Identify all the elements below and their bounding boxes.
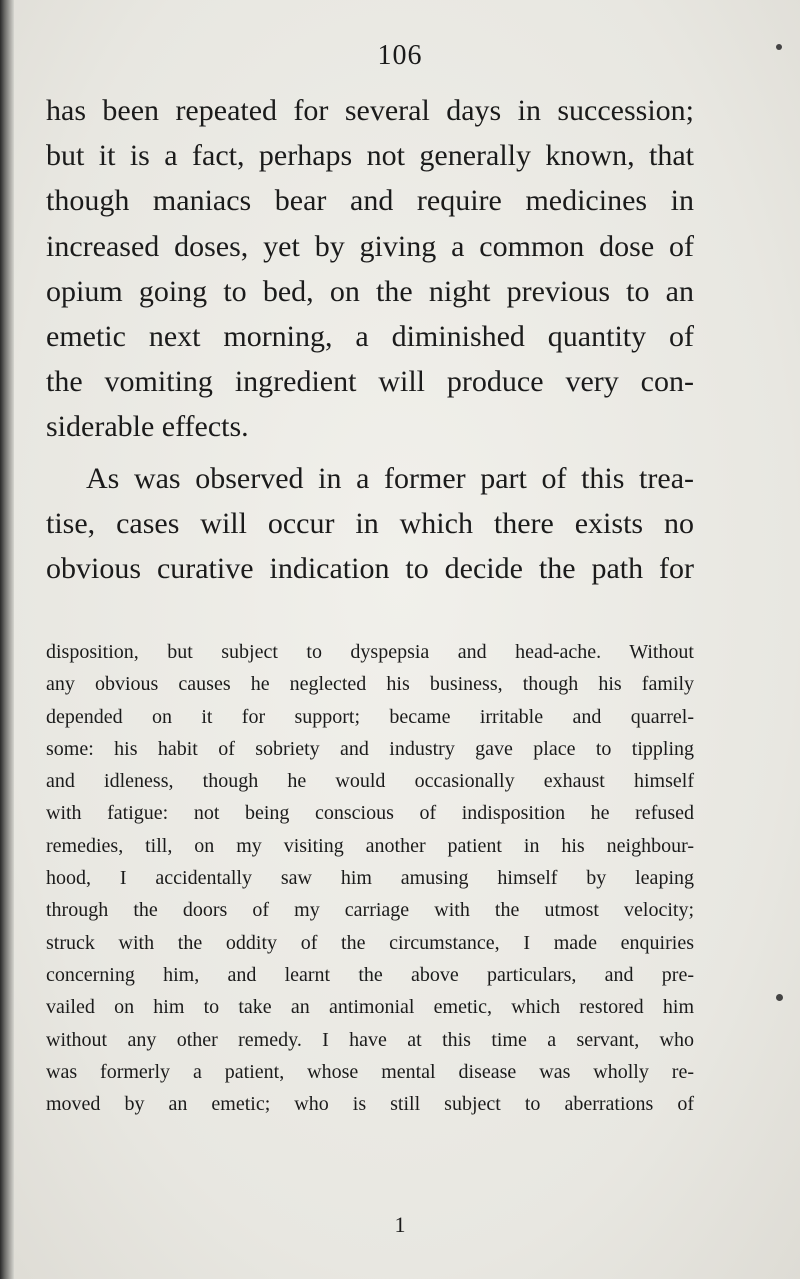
text-line: opium going to bed, on the night previous to an [46,274,694,308]
text-line: the vomiting ingredient will produce very con- [46,365,694,399]
text-line: tise, cases will occur in which there exists no [46,506,694,540]
footnote-line: was formerly a patient, whose mental disease was wholly re- [46,1060,694,1083]
text-line: but it is a fact, perhaps not generally known, that [46,139,694,173]
footnote-line: some: his habit of sobriety and industry gave place to tippling [46,737,694,760]
text-line: though maniacs bear and require medicines in [46,184,694,218]
footnote-line: moved by an emetic; who is still subject to aberrations of [46,1093,694,1116]
page-binding-shadow [0,0,14,1279]
footnote-line: any obvious causes he neglected his business, though his family [46,673,694,696]
text-line: emetic next morning, a diminished quantity of [46,320,694,354]
footnote-line: remedies, till, on my visiting another patient in his neighbour- [46,834,694,857]
footnote-line: vailed on him to take an antimonial emetic, which restored him [46,996,694,1019]
signature-mark: 1 [394,1212,406,1237]
footnote-line: hood, I accidentally saw him amusing himself by leaping [46,867,694,890]
text-line: has been repeated for several days in succession; [46,94,694,127]
footnote-line: without any other remedy. I have at this time a servant, who [46,1028,694,1051]
text-line: siderable effects. [46,410,249,444]
page-number: 106 [377,40,423,71]
footnote-line: depended on it for support; became irritable and quarrel- [46,705,694,728]
footnote-line: with fatigue: not being conscious of indisposition he refused [46,802,694,825]
text-line: As was observed in a former part of this trea- [86,461,694,495]
text-line: obvious curative indication to decide the path for [46,552,694,586]
paper-speck [776,994,783,1001]
main-text-block [46,88,694,591]
text-line: increased doses, yet by giving a common dose of [46,229,694,263]
footnote-line: through the doors of my carriage with the utmost velocity; [46,899,694,922]
footnote-line: concerning him, and learnt the above particulars, and pre- [46,963,694,986]
paper-speck [776,44,782,50]
footnote-line: disposition, but subject to dyspepsia and head-ache. Without [46,641,694,663]
footnote-line: and idleness, though he would occasionally exhaust himself [46,770,694,793]
footnote-line: struck with the oddity of the circumstance, I made enquiries [46,931,694,954]
footnote-text-block [46,636,694,1120]
